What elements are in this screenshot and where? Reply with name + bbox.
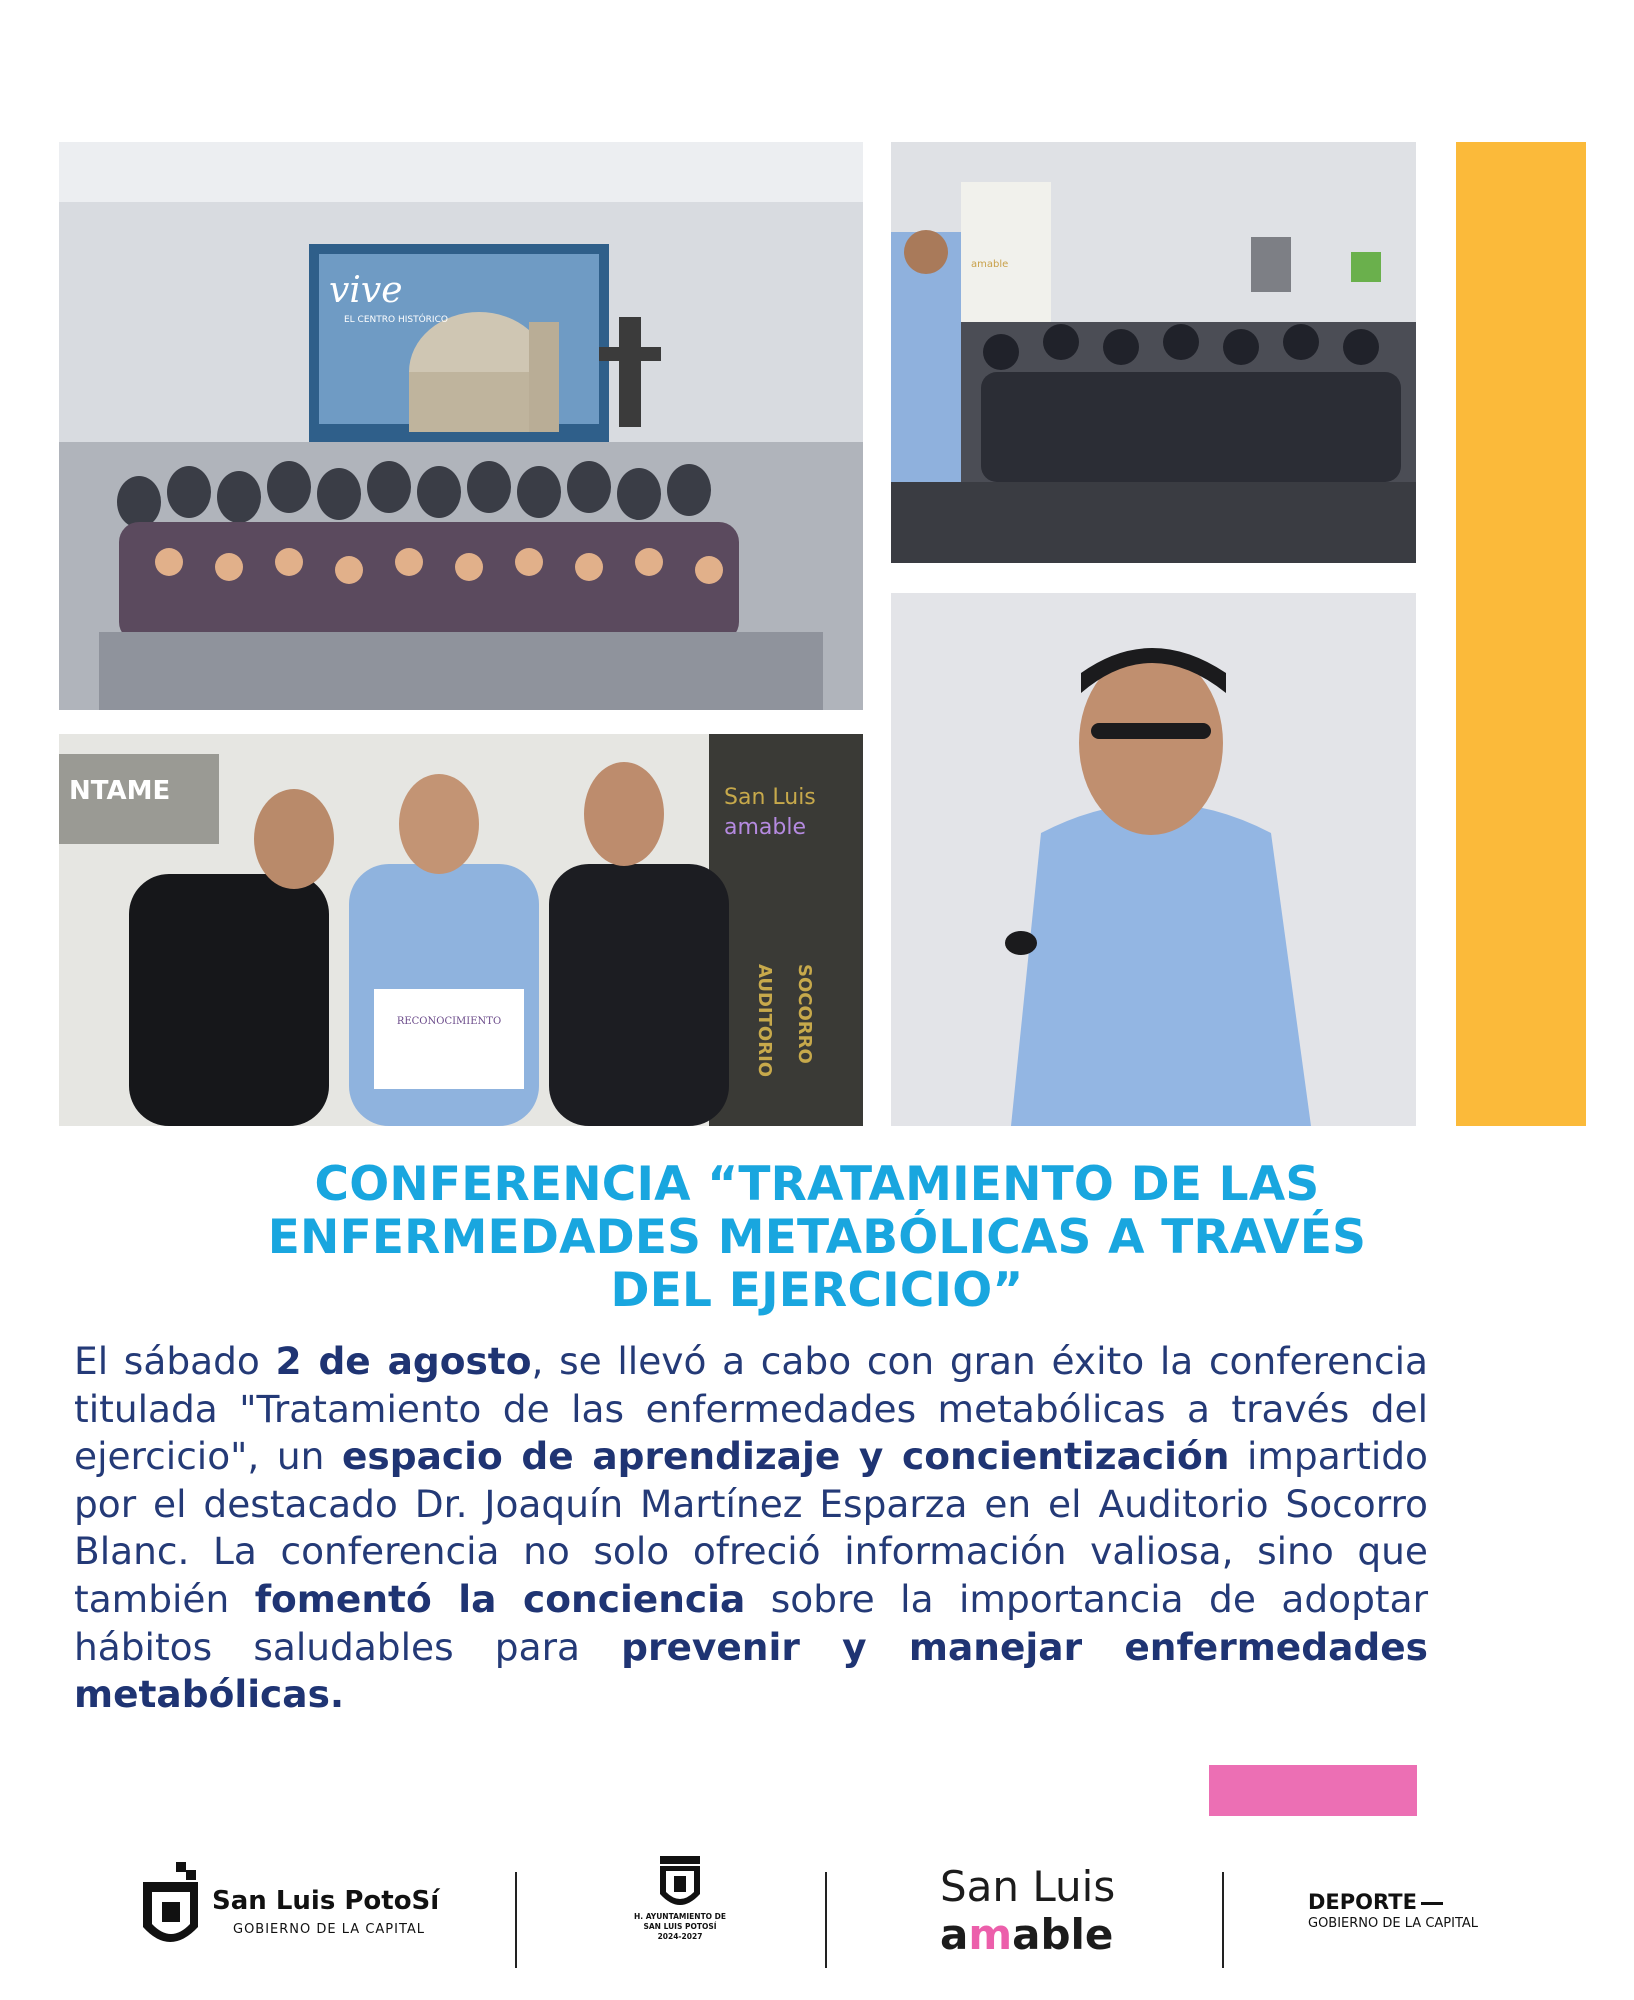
logo-deporte — [1308, 1890, 1538, 1950]
wall-logo-small: amable — [971, 259, 1009, 270]
body-text-4: sobre la importancia de adoptar hábitos saludables para — [74, 1576, 1428, 1669]
logo-san-luis-potosi — [138, 1860, 458, 1970]
amable-rest: able — [1012, 1910, 1114, 1959]
group-photo — [59, 142, 863, 710]
screen-text: vive — [329, 270, 403, 311]
headline-line-2: ENFERMEDADES METABÓLICAS A TRAVÉS — [267, 1210, 1367, 1265]
amable-line-2 — [940, 1910, 1113, 1959]
accent-bar-yellow — [1456, 142, 1586, 1126]
footer-divider-1 — [515, 1872, 517, 1968]
ayuntamiento-line-1: H. AYUNTAMIENTO DE — [633, 1912, 727, 1921]
award-photo-image — [59, 734, 863, 1126]
amable-line-1: San Luis — [940, 1862, 1116, 1911]
body-bold-date: 2 de agosto — [275, 1339, 532, 1383]
ayuntamiento-line-3: 2024-2027 — [657, 1932, 703, 1941]
body-bold-conciencia: fomentó la conciencia — [254, 1576, 746, 1621]
body-bold-espacio: espacio de aprendizaje y concientización — [341, 1434, 1230, 1479]
banner-text: NTAME — [69, 776, 171, 806]
deporte-subtitle: GOBIERNO DE LA CAPITAL — [1308, 1916, 1479, 1931]
headline — [120, 1158, 1514, 1317]
award-photo — [59, 734, 863, 1126]
body-bold-prevenir: prevenir y manejar enfermedades metabólicas. — [74, 1624, 1428, 1717]
speaker-photo-image — [891, 593, 1416, 1126]
accent-bar-pink — [1209, 1765, 1417, 1816]
wall-sign-1: AUDITORIO — [754, 964, 775, 1078]
amable-heart-m: m — [968, 1910, 1013, 1959]
wall-logo-top: San Luis — [724, 785, 816, 810]
coat-of-arms-icon — [138, 1862, 208, 1962]
audience-photo-image — [891, 142, 1416, 563]
deporte-bar — [1421, 1902, 1443, 1905]
amable-a: a — [940, 1910, 969, 1959]
screen-subtext: EL CENTRO HISTÓRICO — [344, 315, 448, 325]
headline-line-1: CONFERENCIA “TRATAMIENTO DE LAS — [314, 1157, 1320, 1212]
slp-name: San Luis PotoSí — [212, 1886, 440, 1916]
speaker-photo — [891, 593, 1416, 1126]
logo-ayuntamiento — [600, 1850, 760, 1985]
deporte-title: DEPORTE — [1308, 1890, 1417, 1914]
body-text-1: El sábado — [74, 1339, 276, 1383]
ayuntamiento-seal-icon — [658, 1856, 702, 1912]
footer-divider-2 — [825, 1872, 827, 1968]
body-paragraph — [74, 1338, 1428, 1719]
slp-subtitle: GOBIERNO DE LA CAPITAL — [233, 1922, 426, 1937]
group-photo-image — [59, 142, 863, 710]
footer-divider-3 — [1222, 1872, 1224, 1968]
certificate-title: RECONOCIMIENTO — [396, 1016, 502, 1027]
deporte-title-row — [1308, 1890, 1538, 1914]
wall-logo-bottom: amable — [724, 815, 807, 840]
footer-logos — [0, 1850, 1634, 1990]
body-text-3: impartido por el destacado Dr. Joaquín Martínez Esparza en el Auditorio Socorro Blanc. La conferencia no solo ofreció información valiosa, sino que también — [74, 1434, 1428, 1621]
ayuntamiento-line-2: SAN LUIS POTOSÍ — [643, 1922, 717, 1931]
headline-line-3: DEL EJERCICIO” — [610, 1263, 1024, 1318]
wall-sign-2: SOCORRO — [794, 964, 815, 1064]
logo-san-luis-amable — [930, 1862, 1150, 1972]
body-text-2: , se llevó a cabo con gran éxito la conferencia titulada "Tratamiento de las enfermedades metabólicas a través del ejercicio", un — [74, 1339, 1428, 1479]
audience-photo — [891, 142, 1416, 563]
